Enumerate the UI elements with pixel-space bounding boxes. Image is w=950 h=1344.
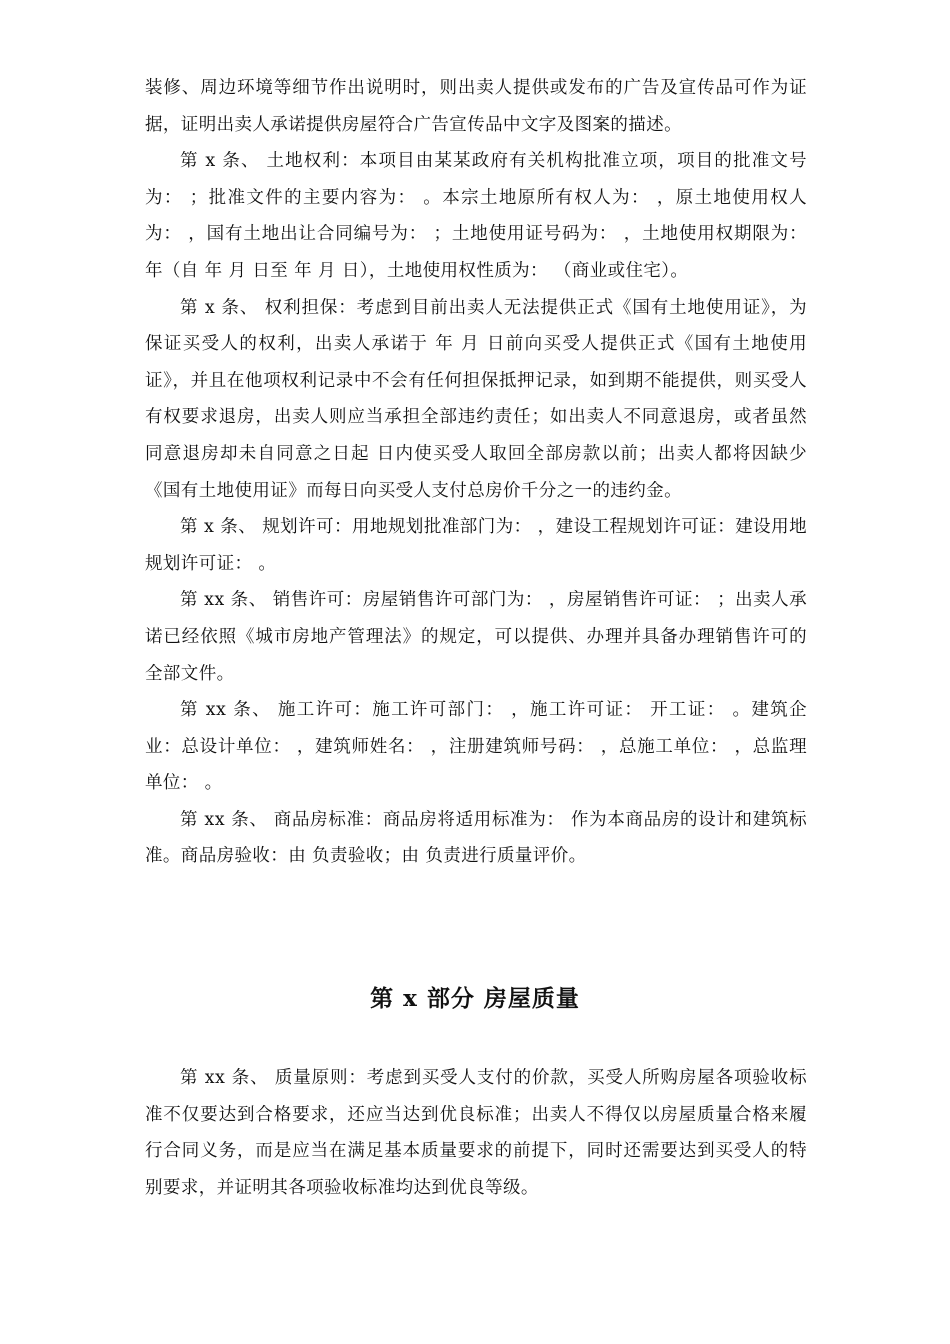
paragraph-quality-principle: 第 xx 条、 质量原则：考虑到买受人支付的价款，买受人所购房屋各项验收标准不仅要达到合格要求，还应当达到优良标准；出卖人不得仅以房屋质量合格来履行合同义务，而是应当在满足基本质量要求的前提下，同时还需要达到买受人的特别要求，并证明其各项验收标准均达到优良等级。 (145, 1068, 807, 1198)
paragraph-rights-guarantee: 第 x 条、 权利担保：考虑到目前出卖人无法提供正式《国有土地使用证》，为保证买受人的权利，出卖人承诺于 年 月 日前向买受人提供正式《国有土地使用证》，并且在他项权利记录中不会有任何担保抵押记录，如到期不能提供，则买受人有权要求退房，出卖人则应当承担全部违约责任；如出卖人不同意退房，或者虽然同意退房却未自同意之日起 日内使买受人取回全部房款以前；出卖人都将因缺少《国有土地使用证》而每日向买受人支付总房价千分之一的违约金。 (145, 297, 807, 501)
section-heading: 第 x 部分 房屋质量 (370, 985, 580, 1012)
paragraph-planning-permit: 第 x 条、 规划许可：用地规划批准部门为： ，建设工程规划许可证：建设用地规划许可证： 。 (145, 517, 807, 574)
paragraph-advertising-evidence: 装修、周边环境等细节作出说明时，则出卖人提供或发布的广告及宣传品可作为证据，证明出卖人承诺提供房屋符合广告宣传品中文字及图案的描述。 (145, 78, 807, 135)
paragraph-sales-permit: 第 xx 条、 销售许可：房屋销售许可部门为： ，房屋销售许可证： ；出卖人承诺已经依照《城市房地产管理法》的规定，可以提供、办理并具备办理销售许可的全部文件。 (145, 590, 807, 684)
paragraph-construction-permit: 第 xx 条、 施工许可：施工许可部门： ，施工许可证： 开工证： 。建筑企业：总设计单位： ，建筑师姓名： ，注册建筑师号码： ，总施工单位： ，总监理单位： 。 (145, 700, 807, 794)
contract-body (145, 70, 807, 875)
quality-section (145, 1060, 807, 1206)
paragraph-land-rights: 第 x 条、 土地权利：本项目由某某政府有关机构批准立项，项目的批准文号为： ；批准文件的主要内容为： 。本宗土地原所有权人为： ，原土地使用权人为： ，国有土地出让合同编号为： ；土地使用证号码为： ，土地使用权期限为： 年（自 年 月 日至 年 月 日），土地使用权性质为： （商业或住宅）。 (145, 151, 807, 281)
paragraph-housing-standard: 第 xx 条、 商品房标准：商品房将适用标准为： 作为本商品房的设计和建筑标准。商品房验收：由 负责验收；由 负责进行质量评价。 (145, 809, 807, 867)
